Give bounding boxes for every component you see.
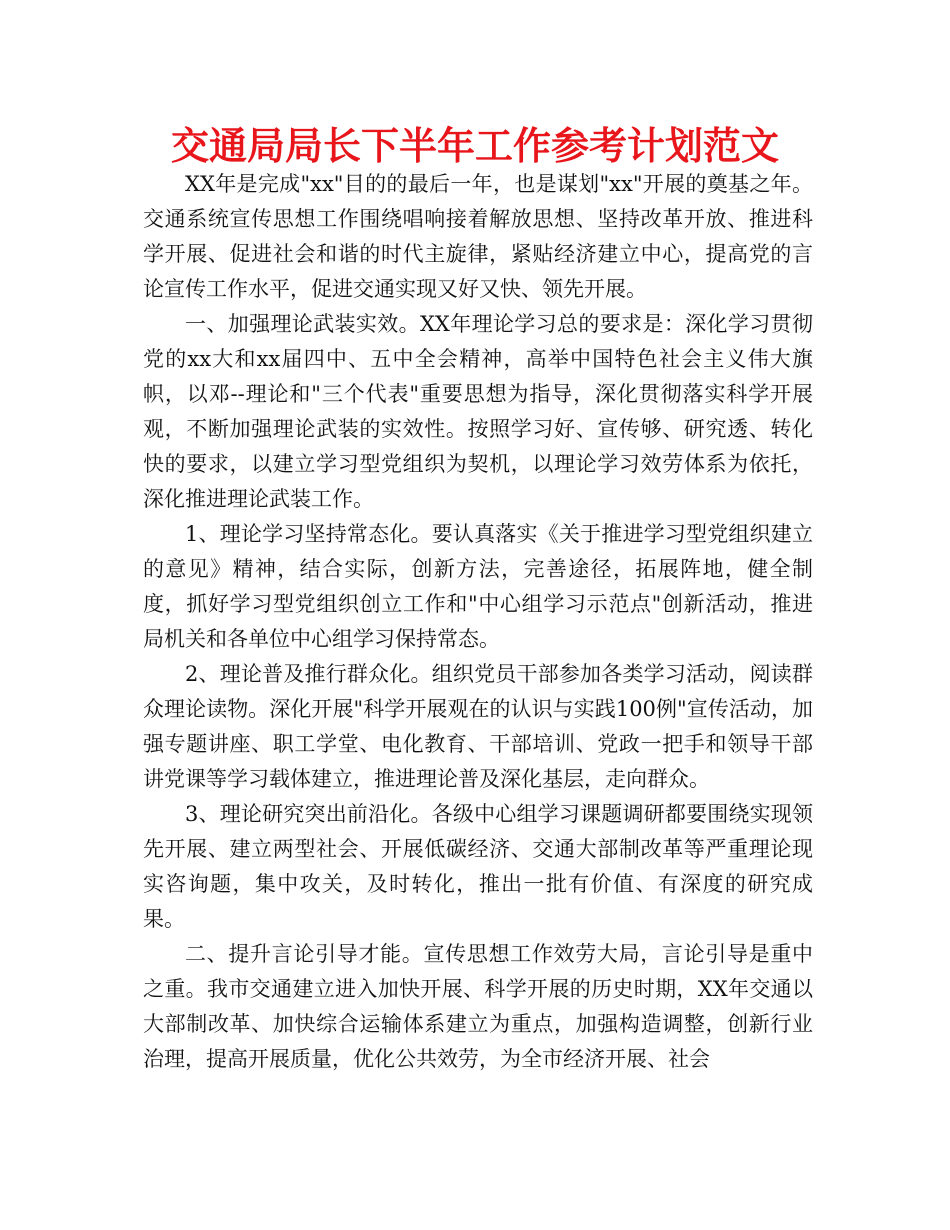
paragraph-intro: XX年是完成"xx"目的的最后一年，也是谋划"xx"开展的奠基之年。交通系统宣传思想工作围绕唱响接着解放思想、坚持改革开放、推进科学开展、促进社会和谐的时代主旋律，紧贴经济建立中心，提高党的言论宣传工作水平，促进交通实现又好又快、领先开展。 (143, 172, 813, 301)
paragraph-item-1: 1、理论学习坚持常态化。要认真落实《关于推进学习型党组织建立的意见》精神，结合实际，创新方法，完善途径，拓展阵地，健全制度，抓好学习型党组织创立工作和"中心组学习示范点"创新活动，推进局机关和各单位中心组学习保持常态。 (143, 522, 813, 651)
paragraph-item-2: 2、理论普及推行群众化。组织党员干部参加各类学习活动，阅读群众理论读物。深化开展"科学开展观在的认识与实践100例"宣传活动，加强专题讲座、职工学堂、电化教育、干部培训、党政一把手和领导干部讲党课等学习载体建立，推进理论普及深化基层，走向群众。 (143, 662, 813, 791)
document-title: 交通局局长下半年工作参考计划范文 (170, 124, 779, 168)
paragraph-item-3: 3、理论研究突出前沿化。各级中心组学习课题调研都要围绕实现领先开展、建立两型社会、开展低碳经济、交通大部制改革等严重理论现实咨询题，集中攻关，及时转化，推出一批有价值、有深度的研究成果。 (143, 802, 813, 931)
paragraph-section-2: 二、提升言论引导才能。宣传思想工作效劳大局，言论引导是重中之重。我市交通建立进入加快开展、科学开展的历史时期，XX年交通以大部制改革、加快综合运输体系建立为重点，加强构造调整，创新行业治理，提高开展质量，优化公共效劳，为全市经济开展、社会 (143, 942, 813, 1071)
paragraph-section-1: 一、加强理论武装实效。XX年理论学习总的要求是：深化学习贯彻党的xx大和xx届四中、五中全会精神，高举中国特色社会主义伟大旗帜，以邓--理论和"三个代表"重要思想为指导，深化贯彻落实科学开展观，不断加强理论武装的实效性。按照学习好、宣传够、研究透、转化快的要求，以建立学习型党组织为契机，以理论学习效劳体系为依托，深化推进理论武装工作。 (143, 312, 813, 511)
document-body (143, 167, 813, 1077)
